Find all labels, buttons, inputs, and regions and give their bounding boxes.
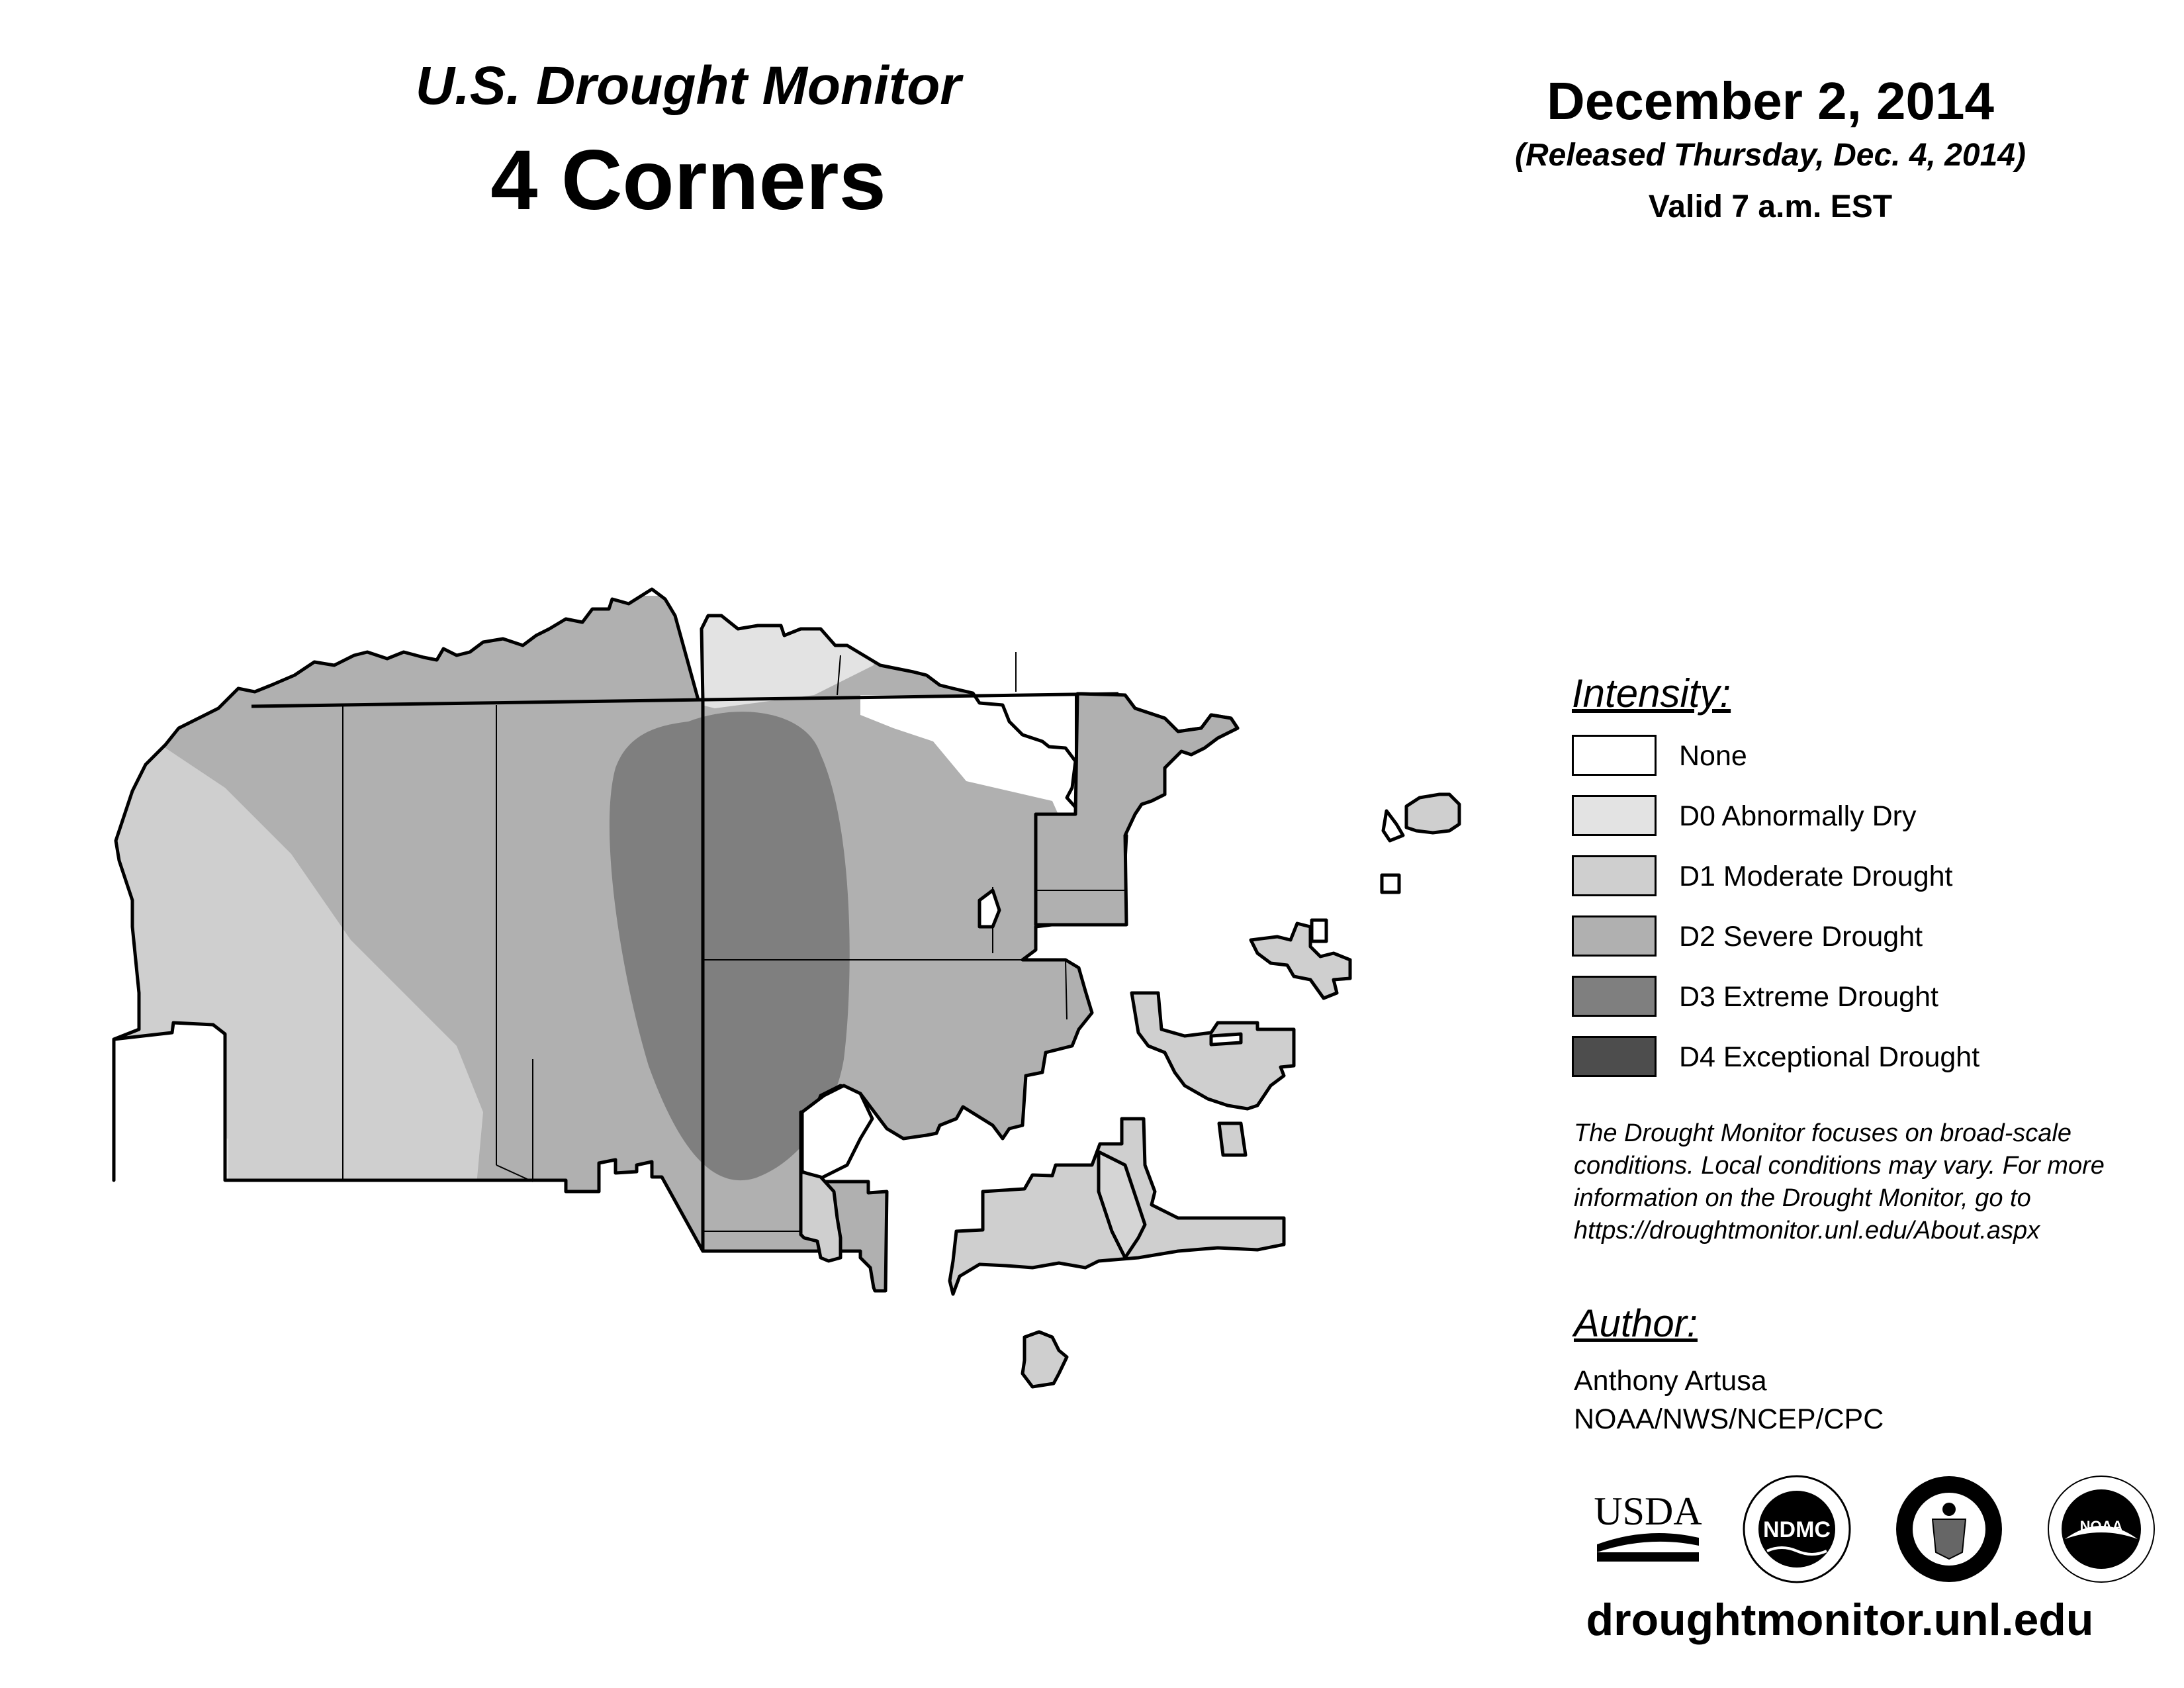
- map-date: December 2, 2014: [1546, 71, 1994, 130]
- author-organization: NOAA/NWS/NCEP/CPC: [1574, 1403, 1884, 1435]
- author-heading: Author:: [1574, 1302, 1698, 1345]
- legend-label: D4 Exceptional Drought: [1679, 1041, 1980, 1073]
- usda-logo-text: USDA: [1594, 1489, 1702, 1533]
- website-link[interactable]: droughtmonitor.unl.edu: [1586, 1595, 2094, 1645]
- legend-item-d1: [1572, 838, 2167, 898]
- ndmc-logo: [1741, 1473, 1853, 1585]
- release-note: (Released Thursday, Dec. 4, 2014): [1515, 138, 2026, 173]
- legend-item-d3: [1572, 959, 2167, 1019]
- legend-label: None: [1679, 740, 1747, 772]
- author-name: Anthony Artusa: [1574, 1365, 1767, 1397]
- legend-label: D2 Severe Drought: [1679, 921, 1923, 953]
- legend-item-d0: [1572, 778, 2167, 838]
- legend-swatch: [1572, 915, 1657, 957]
- ndmc-logo-text: NDMC: [1763, 1517, 1831, 1542]
- disclaimer-note: The Drought Monitor focuses on broad-scale conditions. Local conditions may vary. For more information on the Drought Monitor, go to https://droughtmonitor.unl.edu/About.aspx: [1574, 1119, 2105, 1244]
- date-block: [1456, 70, 2085, 227]
- legend-label: D1 Moderate Drought: [1679, 861, 1953, 892]
- product-title: U.S. Drought Monitor: [415, 56, 962, 116]
- west-region-shading: [99, 596, 708, 1258]
- usda-logo: [1592, 1486, 1704, 1566]
- region-title: 4 Corners: [490, 133, 886, 228]
- legend-label: D3 Extreme Drought: [1679, 981, 1938, 1013]
- legend-swatch: [1572, 976, 1657, 1017]
- department-of-commerce-seal: [1893, 1473, 2005, 1585]
- legend-swatch: [1572, 735, 1657, 776]
- noaa-logo: [2045, 1473, 2158, 1585]
- legend-item-none: [1572, 718, 2167, 778]
- legend-swatch: [1572, 855, 1657, 896]
- legend-swatch: [1572, 795, 1657, 836]
- legend-label: D0 Abnormally Dry: [1679, 800, 1917, 832]
- noaa-logo-text: NOAA: [2079, 1518, 2123, 1534]
- legend: [1572, 670, 2167, 1079]
- legend-swatch: [1572, 1036, 1657, 1077]
- legend-item-d2: [1572, 898, 2167, 959]
- legend-title: Intensity:: [1572, 671, 1731, 716]
- legend-item-d4: [1572, 1019, 2167, 1079]
- valid-time: Valid 7 a.m. EST: [1648, 189, 1893, 224]
